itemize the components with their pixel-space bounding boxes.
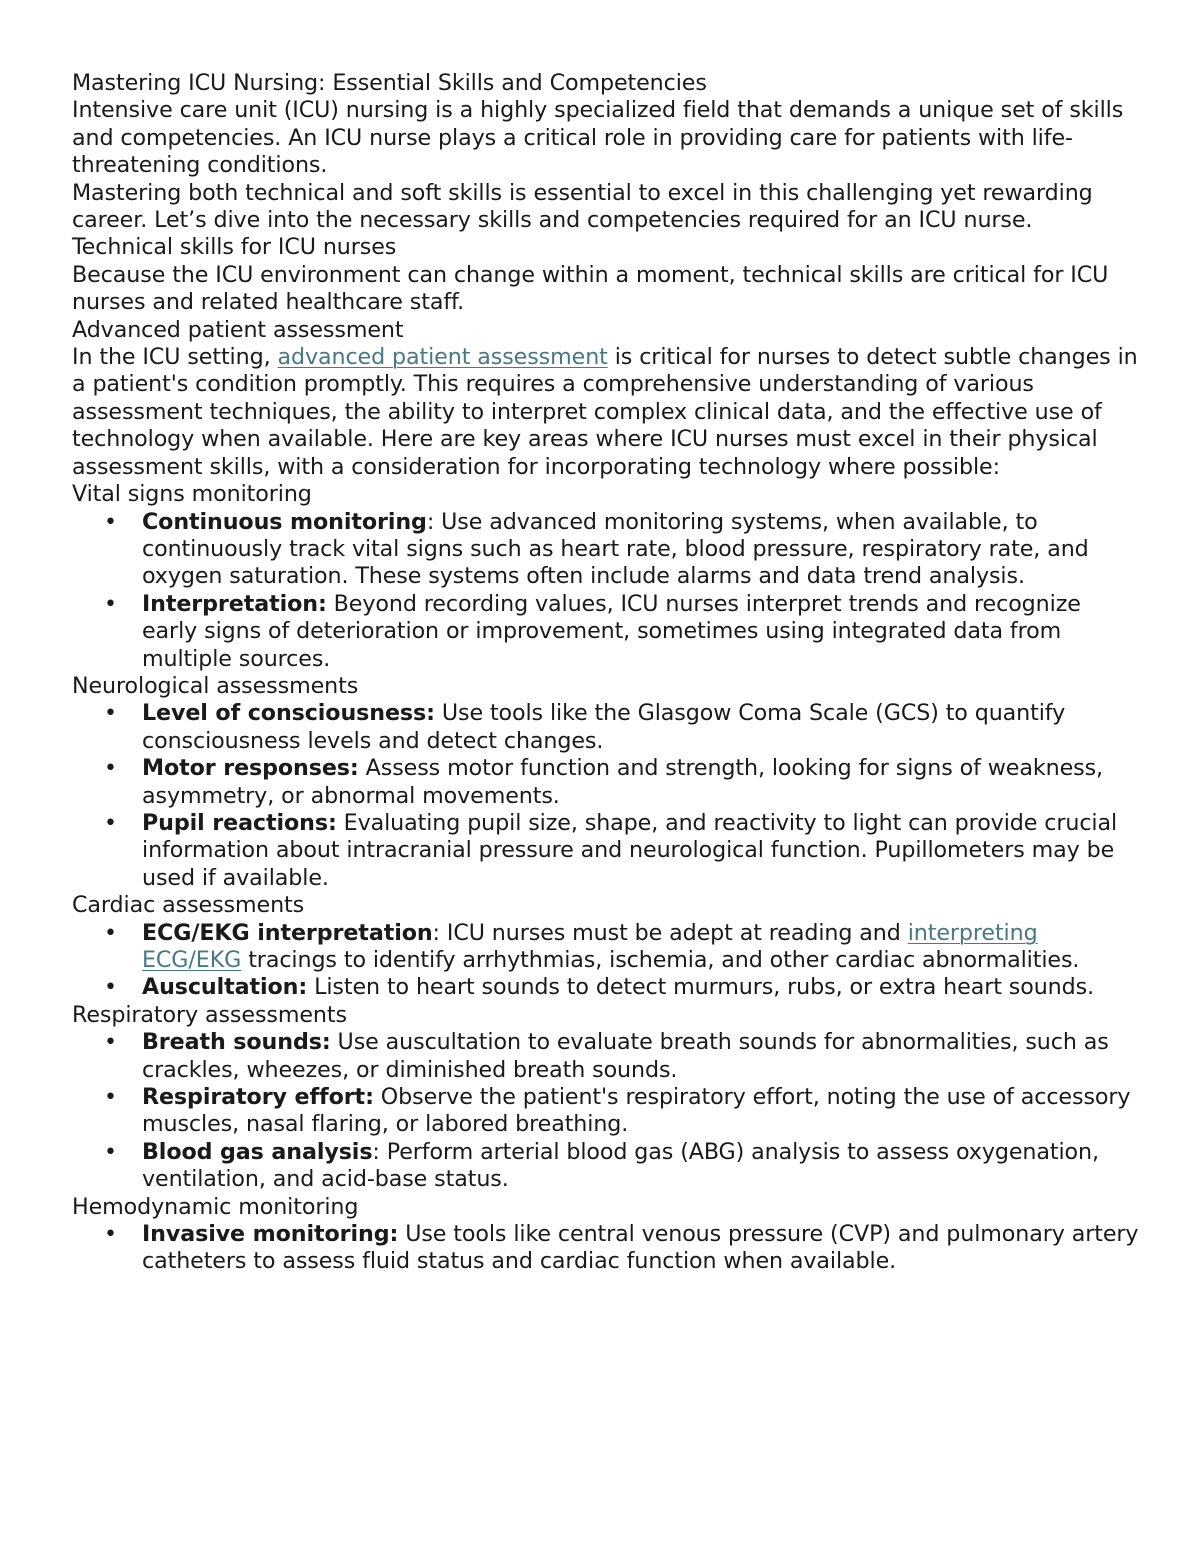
- list-item-term: Blood gas analysis: [142, 1138, 373, 1165]
- list-item-term: Invasive monitoring:: [142, 1221, 399, 1248]
- list-item: [72, 700, 1142, 755]
- list-item: [72, 1084, 1142, 1139]
- cardiac-list: [72, 920, 1142, 1002]
- list-item-text: tracings to identify arrhythmias, ischemia, and other cardiac abnormalities.: [241, 947, 1080, 973]
- list-item-text: : ICU nurses must be adept at reading and: [432, 919, 908, 946]
- document-page: [72, 70, 1142, 1276]
- list-item-text: Assess motor function and strength, looking for signs of weakness, asymmetry, or abnormal movements.: [142, 755, 1103, 809]
- list-item-term: Continuous monitoring: [142, 508, 427, 535]
- list-item: [72, 1221, 1142, 1276]
- list-item-text: Use tools like the Glasgow Coma Scale (GCS) to quantify consciousness levels and detect changes.: [142, 700, 1066, 754]
- list-item: [72, 591, 1142, 673]
- assessment-text-post: is critical for nurses to detect subtle changes in a patient's condition promptly. This requires a comprehensive understanding of various assessment techniques, the ability to interpret complex clinical data, and the effective use of technology when available. Here are key areas where ICU nurses must excel in their physical assessment skills, with a consideration for incorporating technology where possible:: [72, 344, 1138, 480]
- cardiac-heading: Cardiac assessments: [72, 892, 305, 919]
- document-title: Mastering ICU Nursing: Essential Skills and Competencies: [72, 70, 707, 96]
- list-item-term: Level of consciousness:: [142, 700, 435, 727]
- list-item-text: : Use advanced monitoring systems, when available, to continuously track vital signs such as heart rate, blood pressure, respiratory rate, and oxygen saturation. These systems often include alarms and data trend analysis.: [142, 508, 1089, 590]
- list-item-term: Auscultation:: [142, 974, 308, 1001]
- list-item-term: Respiratory effort:: [142, 1084, 374, 1111]
- hemodynamic-list: [72, 1221, 1142, 1276]
- assessment-text-pre: In the ICU setting,: [72, 344, 278, 371]
- technical-skills-paragraph: Because the ICU environment can change within a moment, technical skills are critical for ICU nurses and related healthcare staff.: [72, 261, 1109, 316]
- respiratory-heading: Respiratory assessments: [72, 1001, 347, 1028]
- bullet-icon: •: [104, 1222, 117, 1248]
- neurological-list: [72, 700, 1142, 892]
- advanced-assessment-heading: Advanced patient assessment: [72, 316, 404, 343]
- list-item: [72, 509, 1142, 591]
- list-item-term: Breath sounds:: [142, 1029, 331, 1056]
- list-item-text: Observe the patient's respiratory effort, noting the use of accessory muscles, nasal flaring, or labored breathing.: [142, 1084, 1131, 1138]
- list-item-term: ECG/EKG interpretation: [142, 919, 433, 946]
- list-item-term: Interpretation:: [142, 590, 327, 617]
- bullet-icon: •: [104, 591, 117, 617]
- bullet-icon: •: [104, 975, 117, 1001]
- list-item: [72, 974, 1142, 1001]
- list-item: [72, 920, 1142, 975]
- list-item: [72, 1139, 1142, 1194]
- bullet-icon: •: [104, 701, 117, 727]
- list-item-text: Use tools like central venous pressure (CVP) and pulmonary artery catheters to assess fluid status and cardiac function when available.: [142, 1221, 1139, 1275]
- bullet-icon: •: [104, 1139, 117, 1165]
- neurological-heading: Neurological assessments: [72, 672, 359, 699]
- list-item-term: Pupil reactions:: [142, 809, 337, 836]
- list-item-text: Use auscultation to evaluate breath sounds for abnormalities, such as crackles, wheezes, or diminished breath sounds.: [142, 1029, 1109, 1083]
- bullet-icon: •: [104, 1085, 117, 1111]
- list-item-text: : Perform arterial blood gas (ABG) analysis to assess oxygenation, ventilation, and acid-base status.: [142, 1138, 1099, 1193]
- list-item-text: Beyond recording values, ICU nurses interpret trends and recognize early signs of deterioration or improvement, sometimes using integrated data from multiple sources.: [142, 590, 1081, 672]
- bullet-icon: •: [104, 920, 117, 946]
- interpreting-ecg-link[interactable]: interpreting ECG/EKG: [142, 919, 1038, 973]
- list-item-text: Listen to heart sounds to detect murmurs, rubs, or extra heart sounds.: [307, 974, 1095, 1001]
- list-item-text: Evaluating pupil size, shape, and reactivity to light can provide crucial information about intracranial pressure and neurological function. Pupillometers may be used if available.: [142, 809, 1118, 891]
- vital-signs-heading: Vital signs monitoring: [72, 481, 312, 508]
- advanced-assessment-paragraph: [72, 344, 1142, 481]
- advanced-patient-assessment-link[interactable]: advanced patient assessment: [277, 344, 608, 371]
- bullet-icon: •: [104, 509, 117, 535]
- respiratory-list: [72, 1029, 1142, 1193]
- vital-signs-list: [72, 509, 1142, 673]
- list-item: [72, 810, 1142, 892]
- hemodynamic-heading: Hemodynamic monitoring: [72, 1193, 359, 1220]
- list-item: [72, 755, 1142, 810]
- list-item: [72, 1029, 1142, 1084]
- technical-skills-heading: Technical skills for ICU nurses: [72, 234, 397, 261]
- list-item-term: Motor responses:: [142, 755, 359, 782]
- intro-paragraph-1: Intensive care unit (ICU) nursing is a highly specialized field that demands a unique set of skills and competencies. An ICU nurse plays a critical role in providing care for patients with life-threatening conditions.: [72, 97, 1124, 179]
- bullet-icon: •: [104, 1030, 117, 1056]
- bullet-icon: •: [104, 756, 117, 782]
- bullet-icon: •: [104, 810, 117, 836]
- intro-paragraph-2: Mastering both technical and soft skills is essential to excel in this challenging yet rewarding career. Let’s dive into the necessary skills and competencies required for an ICU nurse.: [72, 179, 1093, 234]
